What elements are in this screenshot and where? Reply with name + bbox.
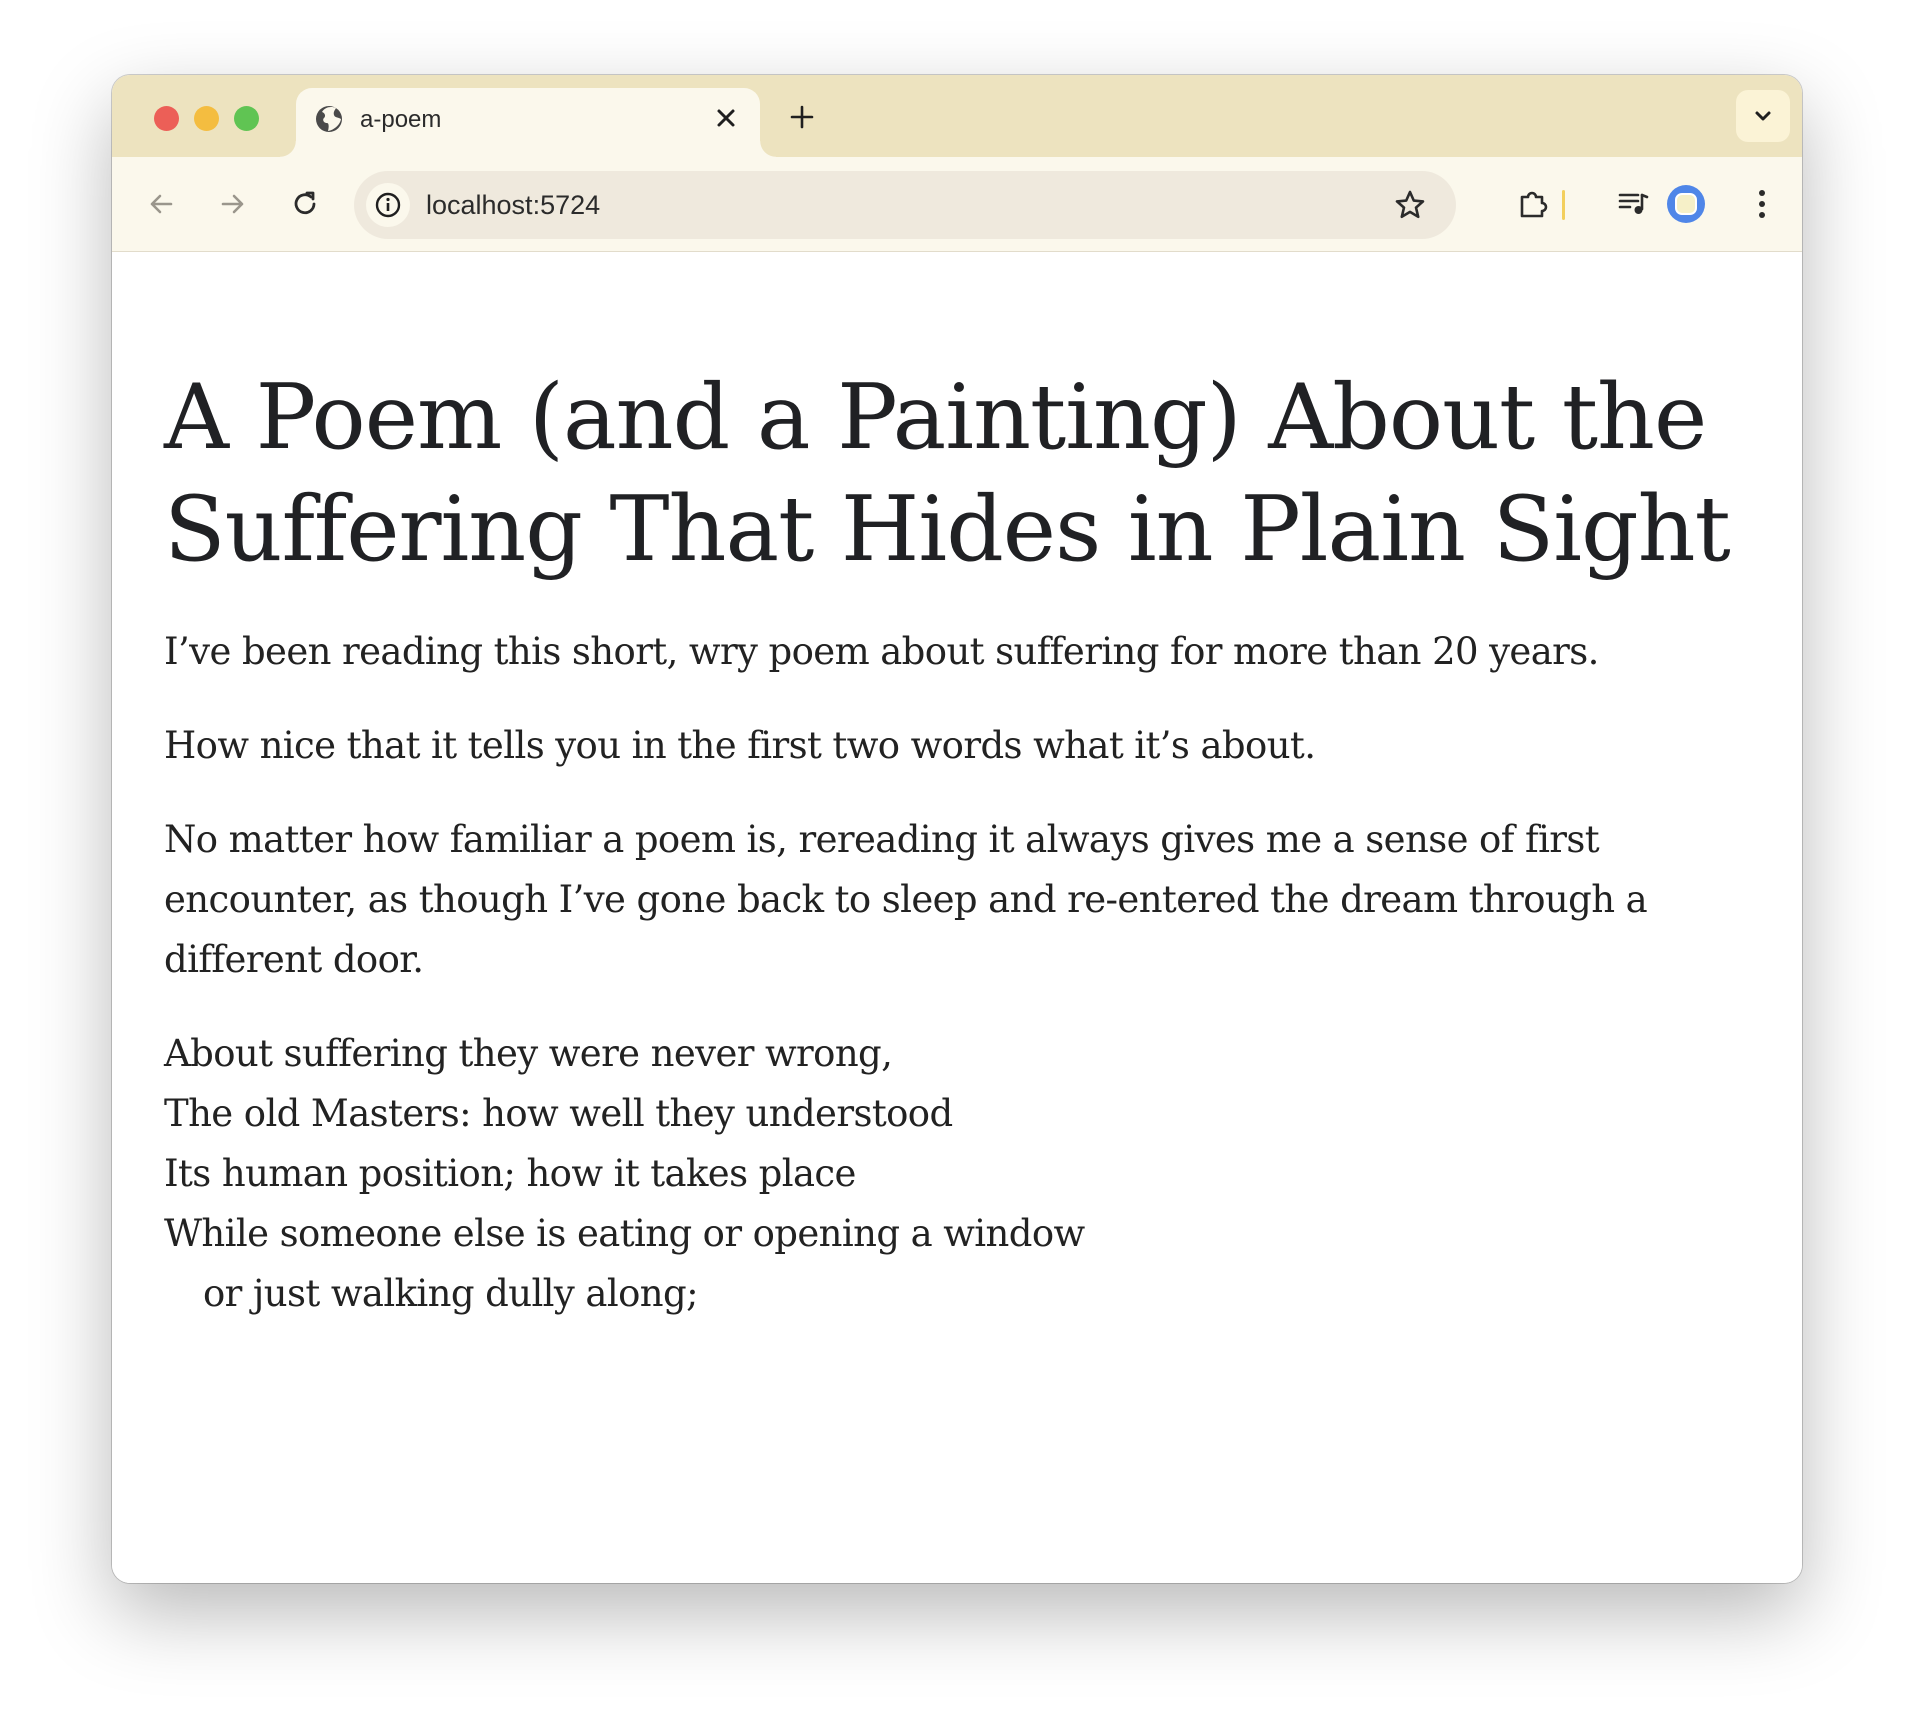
poem-line: While someone else is eating or opening a window <box>164 1212 1085 1255</box>
close-window-button[interactable] <box>154 106 179 131</box>
maximize-window-button[interactable] <box>234 106 259 131</box>
page-content <box>112 252 1802 1583</box>
toolbar-divider <box>1562 190 1565 220</box>
chevron-down-icon[interactable] <box>1736 90 1790 142</box>
poem-excerpt <box>164 1024 1754 1324</box>
arrow-left-icon[interactable] <box>138 181 184 227</box>
paragraph-1: I’ve been reading this short, wry poem about suffering for more than 20 years. <box>164 630 1599 673</box>
poem-line: or just walking dully along; <box>203 1272 698 1315</box>
globe-icon <box>314 104 344 134</box>
paragraph-2: How nice that it tells you in the first two words what it’s about. <box>164 724 1316 767</box>
plus-icon[interactable] <box>780 95 824 139</box>
browser-window <box>112 75 1802 1583</box>
puzzle-icon[interactable] <box>1510 181 1556 227</box>
tab-title: a-poem <box>360 106 442 133</box>
avatar-icon[interactable] <box>1667 185 1705 223</box>
poem-line: The old Masters: how well they understood <box>164 1092 953 1135</box>
kebab-menu-icon[interactable] <box>1739 181 1785 227</box>
url-text[interactable]: localhost:5724 <box>426 190 601 220</box>
star-icon[interactable] <box>1390 185 1430 225</box>
arrow-right-icon[interactable] <box>210 181 256 227</box>
title-bar <box>112 75 1802 157</box>
minimize-window-button[interactable] <box>194 106 219 131</box>
reload-icon[interactable] <box>282 181 328 227</box>
paragraph-3: No matter how familiar a poem is, rereading it always gives me a sense of first encounter, as though I’ve gone back to sleep and re-entered the dream through a different door. <box>164 818 1648 981</box>
address-bar[interactable] <box>354 171 1456 239</box>
info-icon[interactable] <box>366 183 410 227</box>
poem-line: Its human position; how it takes place <box>164 1152 856 1195</box>
toolbar <box>112 157 1802 252</box>
close-icon[interactable] <box>708 100 744 136</box>
article <box>164 362 1754 1324</box>
page-title: A Poem (and a Painting) About the Suffering That Hides in Plain Sight <box>164 365 1730 582</box>
playlist-icon[interactable] <box>1610 181 1656 227</box>
tab-a-poem[interactable] <box>296 88 760 157</box>
poem-line: About suffering they were never wrong, <box>164 1032 893 1075</box>
